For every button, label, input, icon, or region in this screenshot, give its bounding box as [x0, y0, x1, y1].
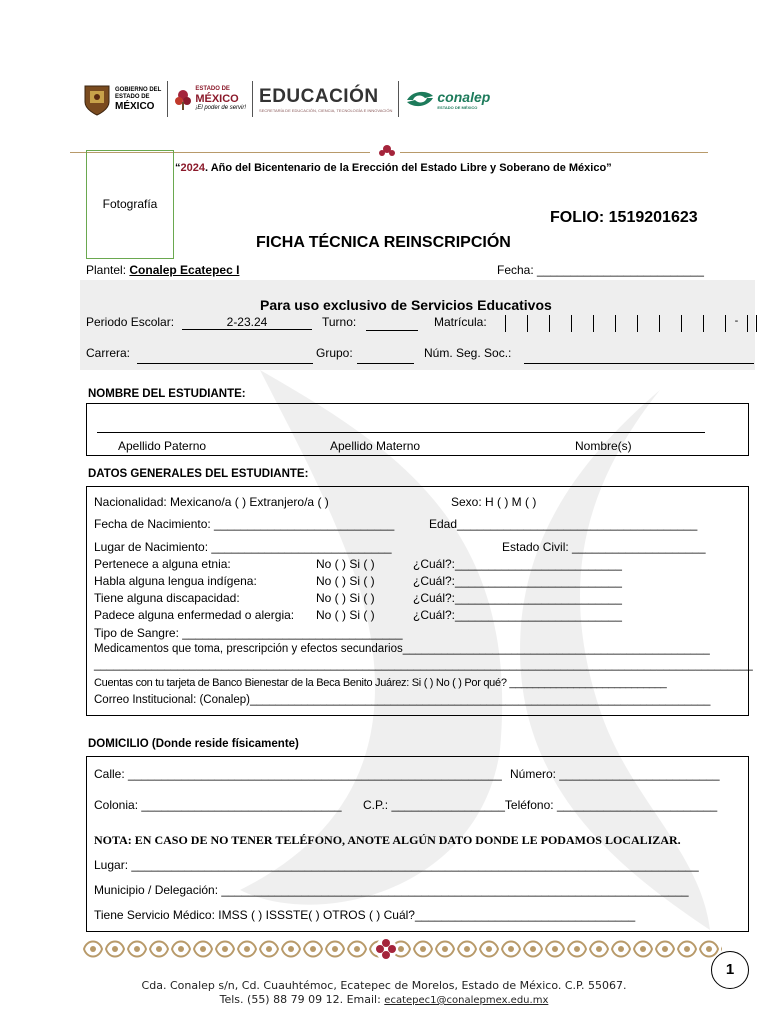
conalep-icon: [405, 88, 435, 110]
medicamentos-line-2[interactable]: _______________________________________________________________________________________________________: [94, 659, 753, 671]
edomex-slogan: ¡El poder de servir!: [195, 105, 247, 111]
cp-telefono-field[interactable]: C.P.: _________________Teléfono: ________________________: [363, 798, 718, 812]
gobierno-text: [115, 87, 161, 112]
matricula-cell[interactable]: [725, 315, 747, 332]
discapacidad-nosi[interactable]: No ( ) Si ( ): [316, 591, 375, 605]
estado-civil-field[interactable]: Estado Civil: ____________________: [502, 540, 706, 554]
photo-label: Fotografía: [102, 197, 158, 211]
nombre-field[interactable]: [97, 432, 705, 433]
matricula-cell[interactable]: [659, 315, 681, 332]
apellido-materno-label: Apellido Materno: [330, 439, 421, 453]
motto-open-quote: “: [175, 162, 181, 174]
nss-label: Núm. Seg. Soc.:: [424, 346, 512, 360]
discapacidad-cual[interactable]: ¿Cuál?:_________________________: [413, 591, 622, 605]
matricula-label: Matrícula:: [434, 315, 487, 329]
logo-divider: [252, 81, 253, 117]
etnia-cual[interactable]: ¿Cuál?:_________________________: [413, 557, 622, 571]
fecha-field[interactable]: Fecha: _________________________: [497, 263, 704, 277]
medicamentos-field[interactable]: Medicamentos que toma, prescripción y efectos secundarios________________________________________________: [94, 643, 710, 655]
educacion-title: EDUCACIÓN: [259, 85, 379, 107]
matricula-cell[interactable]: [505, 315, 527, 332]
nombres-label: Nombre(s): [575, 439, 632, 453]
footer-contact: [0, 993, 768, 1006]
header-flower-icon: [378, 143, 396, 159]
servicio-medico-field[interactable]: Tiene Servicio Médico: IMSS ( ) ISSSTE( ) OTROS ( ) Cuál?_________________________________: [94, 908, 636, 922]
footer-ornament: [82, 936, 722, 962]
educacion-logo: [259, 86, 392, 113]
fecha-nacimiento-field[interactable]: Fecha de Nacimiento: ___________________________: [94, 517, 395, 531]
edomex-estado: ESTADO DE: [195, 86, 230, 92]
generales-heading: DATOS GENERALES DEL ESTUDIANTE:: [88, 468, 309, 480]
conalep-name: conalep: [437, 88, 491, 105]
etnia-nosi[interactable]: No ( ) Si ( ): [316, 557, 375, 571]
conalep-subtitle: ESTADO DE MÉXICO: [437, 104, 478, 110]
municipio-field[interactable]: Municipio / Delegación: ______________________________________________________________________: [94, 883, 689, 897]
lugar-nacimiento-field[interactable]: Lugar de Nacimiento: ___________________________: [94, 540, 392, 554]
conalep-text: [437, 89, 490, 110]
plantel-label: Plantel:: [86, 263, 127, 277]
folio-number: FOLIO: 1519201623: [550, 209, 698, 226]
correo-field[interactable]: Correo Institucional: (Conalep)________________________________________________________________________: [94, 694, 711, 706]
calle-field[interactable]: Calle: ________________________________________________________: [94, 767, 502, 781]
matricula-cell[interactable]: [593, 315, 615, 332]
sexo-field[interactable]: Sexo: H ( ) M ( ): [451, 495, 537, 509]
matricula-dash: -: [734, 315, 739, 327]
gobierno-label: GOBIERNO DEL: [115, 86, 162, 93]
estado-label: ESTADO DE: [115, 93, 150, 100]
lengua-cual[interactable]: ¿Cuál?:_________________________: [413, 574, 622, 588]
periodo-value[interactable]: 2-23.24: [182, 315, 312, 330]
matricula-cell[interactable]: [527, 315, 549, 332]
enfermedad-nosi[interactable]: No ( ) Si ( ): [316, 608, 375, 622]
carrera-label: Carrera:: [86, 346, 131, 360]
nss-field[interactable]: [524, 363, 754, 364]
carrera-field[interactable]: [137, 363, 313, 364]
matricula-cell[interactable]: [703, 315, 725, 332]
logo-divider: [398, 81, 399, 117]
apellido-paterno-label: Apellido Paterno: [118, 439, 207, 453]
page-title: FICHA TÉCNICA REINSCRIPCIÓN: [256, 234, 511, 251]
edomex-text: [195, 86, 246, 112]
turno-label: Turno:: [322, 315, 357, 329]
logo-divider: [167, 81, 168, 117]
lengua-label: Habla alguna lengua indígena:: [94, 574, 257, 588]
lugar-field[interactable]: Lugar: _____________________________________________________________________________________: [94, 858, 699, 872]
footer-phone: Tels. (55) 88 79 09 12. Email:: [219, 993, 385, 1006]
turno-field[interactable]: [366, 330, 418, 331]
plantel-value: Conalep Ecatepec I: [129, 263, 240, 277]
nota-text: NOTA: EN CASO DE NO TENER TELÉFONO, ANOTE ALGÚN DATO DONDE LE PODAMOS LOCALIZAR.: [94, 833, 681, 847]
educacion-subtitle: SECRETARÍA DE EDUCACIÓN, CIENCIA, TECNOLOGÍA E INNOVACIÓN: [259, 107, 393, 113]
discapacidad-label: Tiene alguna discapacidad:: [94, 591, 240, 605]
header-rule-right: [400, 152, 708, 153]
numero-field[interactable]: Número: ________________________: [510, 767, 720, 781]
matricula-cell[interactable]: [681, 315, 703, 332]
footer-email-link[interactable]: ecatepec1@conalepmex.edu.mx: [384, 995, 549, 1006]
header-logos: [82, 80, 490, 118]
grupo-field[interactable]: [357, 363, 414, 364]
nacionalidad-field[interactable]: Nacionalidad: Mexicano/a ( ) Extranjero/a ( ): [94, 495, 329, 509]
motto-text: . Año del Bicentenario de la Erección del Estado Libre y Soberano de México”: [204, 162, 612, 174]
bienestar-field[interactable]: Cuentas con tu tarjeta de Banco Bienestar de la Beca Benito Juárez: Si ( ) No ( ) Por qué? ___________________________: [94, 677, 667, 689]
etnia-label: Pertenece a alguna etnia:: [94, 557, 231, 571]
plantel-row: [86, 263, 239, 277]
edomex-flower-icon: [174, 87, 192, 111]
colonia-field[interactable]: Colonia: ______________________________: [94, 798, 342, 812]
tipo-sangre-field[interactable]: Tipo de Sangre: _________________________________: [94, 626, 403, 640]
mexico-label: MÉXICO: [115, 100, 155, 112]
lengua-nosi[interactable]: No ( ) Si ( ): [316, 574, 375, 588]
footer-address: Cda. Conalep s/n, Cd. Cuauhtémoc, Ecatepec de Morelos, Estado de México. C.P. 55067.: [141, 979, 627, 992]
enfermedad-label: Padece alguna enfermedad o alergia:: [94, 608, 295, 622]
servicios-heading: Para uso exclusivo de Servicios Educativos: [260, 297, 552, 313]
motto-year: 2024: [180, 162, 205, 174]
grupo-label: Grupo:: [316, 346, 353, 360]
periodo-label: Periodo Escolar:: [86, 315, 175, 329]
matricula-cell[interactable]: [637, 315, 659, 332]
edad-field[interactable]: Edad____________________________________: [429, 517, 698, 531]
matricula-cell[interactable]: [571, 315, 593, 332]
edomex-mexico: MÉXICO: [195, 93, 239, 105]
state-seal-icon: [82, 82, 112, 116]
photo-box[interactable]: [86, 150, 174, 259]
nombre-heading: NOMBRE DEL ESTUDIANTE:: [88, 388, 246, 400]
official-motto: [175, 162, 612, 174]
domicilio-heading: DOMICILIO (Donde reside físicamente): [88, 738, 299, 750]
matricula-cell[interactable]: [747, 315, 757, 332]
matricula-cell[interactable]: [549, 315, 571, 332]
matricula-cell[interactable]: [615, 315, 637, 332]
matricula-cells[interactable]: [505, 315, 757, 332]
page-number: 1: [711, 951, 749, 989]
enfermedad-cual[interactable]: ¿Cuál?:_________________________: [413, 608, 622, 622]
